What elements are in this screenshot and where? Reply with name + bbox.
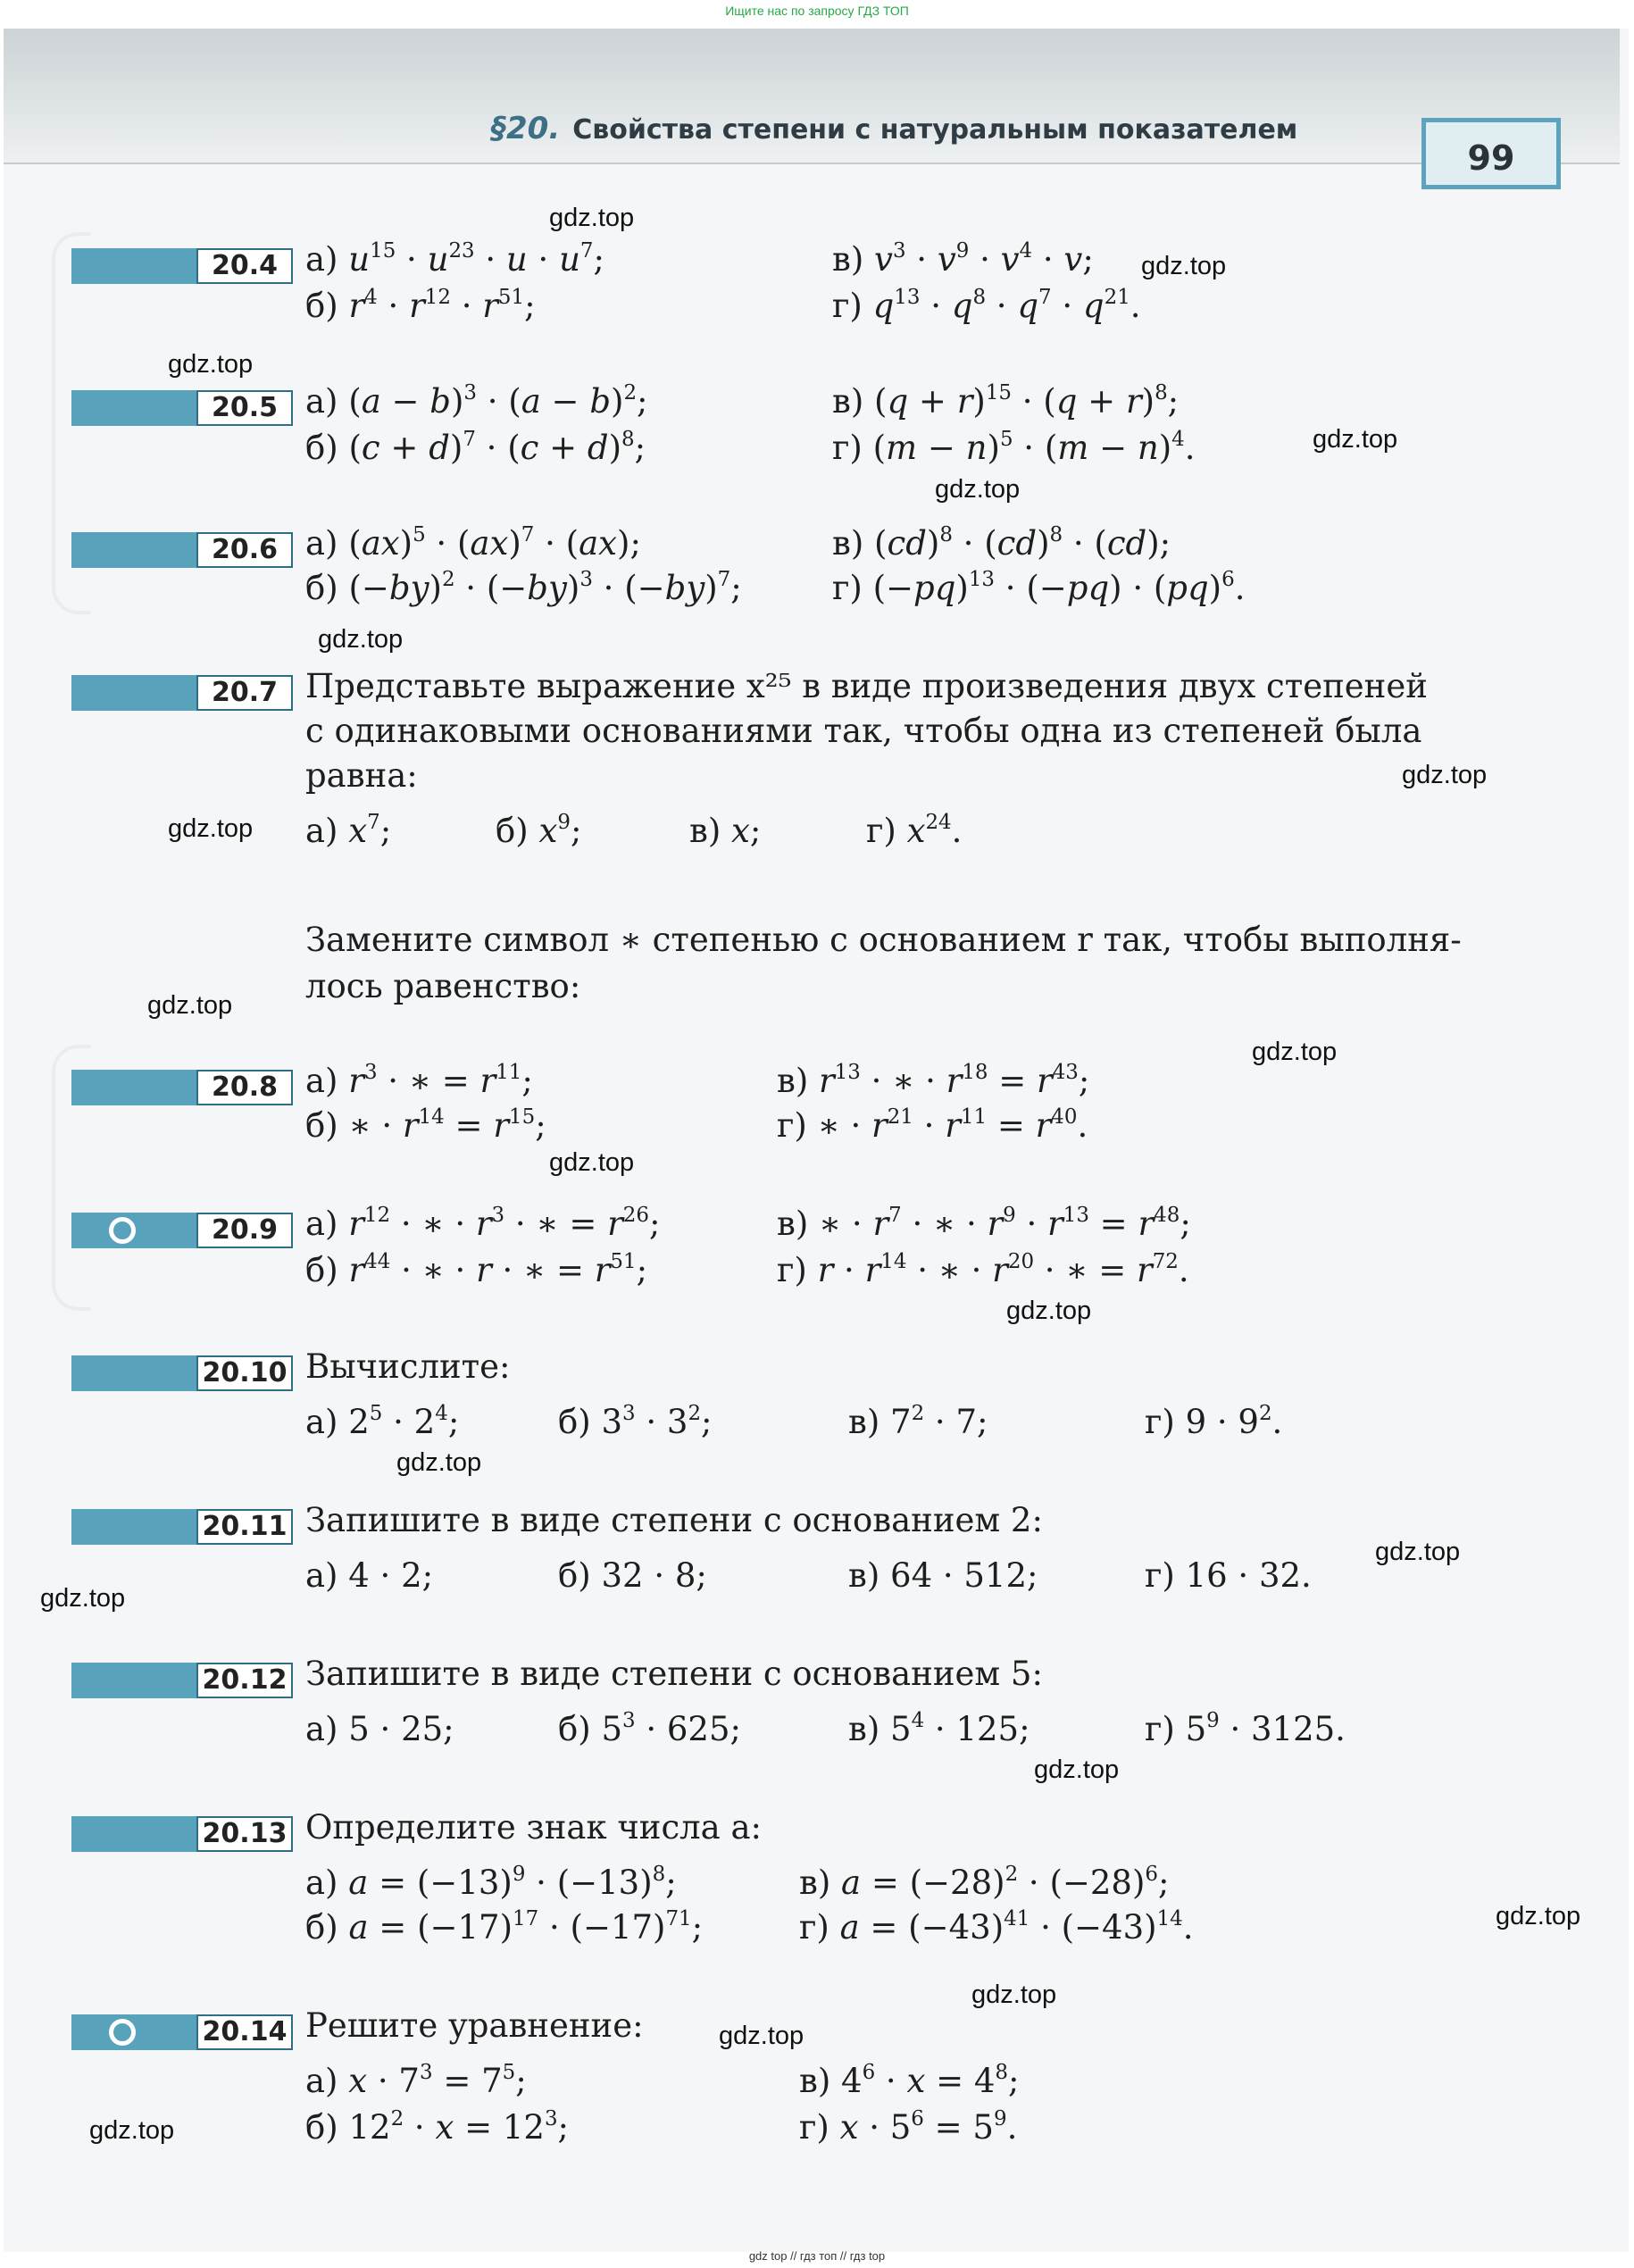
watermark: gdz.top [396,1448,482,1477]
problem-number: 20.5 [196,390,293,426]
problem-text: лось равенство: [305,967,581,1005]
problem-item: г) $a = (-43)^{41} \cdot (-43)^{14}$. [799,1907,1194,1947]
watermark: gdz.top [147,991,233,1020]
problem-item: г) 16 · 32. [1145,1556,1312,1595]
problem-item: а) $(a - b)^3 \cdot (a - b)^2$; [305,381,648,421]
problem-item: в) x; [689,812,762,850]
problem-item: б) $x^9$; [496,811,582,850]
problem-item: г) ∗ · $r^{21} \cdot r^{11} = r^{40}$. [777,1105,1088,1145]
problem-item: б) ∗ · $r^{14} = r^{15}$; [305,1105,546,1145]
section-title-text: Свойства степени с натуральным показателем [572,114,1298,146]
page-number: 99 [1421,118,1561,189]
section-title [491,111,1297,146]
problem-item: г) $x^{24}$. [866,811,963,850]
problem-number: 20.10 [196,1355,293,1391]
watermark: gdz.top [935,475,1021,504]
problem-item: а) $x^7$; [305,811,392,850]
problem-number: 20.12 [196,1663,293,1698]
problem-item: в) $a = (-28)^2 \cdot (-28)^6$; [799,1863,1170,1902]
watermark: gdz.top [1313,425,1398,454]
problem-item: г) $9 \cdot 9^2$. [1145,1402,1283,1441]
problem-item: а) $a = (-13)^9 \cdot (-13)^8$; [305,1863,677,1902]
problem-item: г) $(m - n)^5 \cdot (m - n)^4$. [832,428,1196,467]
watermark: gdz.top [89,2116,175,2145]
problem-item: а) (ax)$^5$ · (ax)$^7$ · (ax); [305,523,641,563]
problem-item: в) $v^3 \cdot v^9 \cdot v^4 \cdot v$; [832,239,1094,279]
problem-number-band [71,1070,293,1105]
problem-text: Представьте выражение x²⁵ в виде произведения двух степеней [305,667,1428,705]
problem-number: 20.13 [196,1816,293,1852]
problem-text: Замените символ ∗ степенью с основанием r так, чтобы выполня- [305,921,1462,959]
problem-item: б) 32 · 8; [558,1556,707,1595]
watermark: gdz.top [549,204,635,232]
watermark: gdz.top [1141,252,1227,280]
problem-number-band [71,390,293,426]
problem-item: а) $r^{12}$ · ∗ · $r^3$ · ∗ = $r^{26}$; [305,1204,661,1243]
problem-text: Вычислите: [305,1347,511,1386]
watermark: gdz.top [40,1584,126,1613]
problem-text: с одинаковыми основаниями так, чтобы одна из степеней была [305,712,1422,750]
problem-text: Запишите в виде степени с основанием 2: [305,1501,1043,1539]
problem-item: а) $2^5 \cdot 2^4$; [305,1402,460,1441]
watermark: gdz.top [318,625,404,654]
problem-item: а) $x \cdot 7^3 = 7^5$; [305,2061,527,2100]
problem-text: Определите знак числа a: [305,1808,763,1847]
problem-number: 20.9 [196,1213,293,1248]
problem-item: б) $12^2 \cdot x = 12^3$; [305,2107,569,2147]
watermark: gdz.top [1375,1538,1461,1566]
problem-number: 20.6 [196,532,293,568]
problem-item: а) 5 · 25; [305,1710,454,1748]
watermark: gdz.top [971,1980,1057,2009]
watermark: gdz.top [1496,1902,1581,1930]
watermark: gdz.top [549,1148,635,1177]
advanced-marker-icon [109,2019,136,2046]
watermark: gdz.top [1252,1038,1338,1066]
problem-item: г) $q^{13} \cdot q^8 \cdot q^7 \cdot q^{21}$. [832,286,1141,325]
problem-number: 20.4 [196,248,293,284]
problem-item: г) $x \cdot 5^6 = 5^9$. [799,2107,1018,2147]
top-note: Ищите нас по запросу ГДЗ ТОП [725,4,909,18]
problem-item: в) $4^6 \cdot x = 4^8$; [799,2061,1020,2100]
problem-item: г) $5^9 \cdot 3125$. [1145,1709,1346,1748]
watermark: gdz.top [719,2022,804,2050]
problem-number: 20.14 [196,2014,293,2050]
watermark: gdz.top [1402,761,1488,789]
problem-item: г) $r \cdot r^{14}$ · ∗ · $r^{20}$ · ∗ = $r^{72}$. [777,1250,1189,1289]
problem-number-band [71,1663,293,1698]
problem-item: в) (cd)$^8$ · (cd)$^8$ · (cd); [832,523,1171,563]
watermark: gdz.top [1006,1297,1092,1325]
problem-item: в) $r^{13}$ · ∗ · $r^{18} = r^{43}$; [777,1061,1090,1100]
watermark: gdz.top [1034,1755,1120,1784]
problem-text: равна: [305,756,418,795]
problem-item: б) $3^3 \cdot 3^2$; [558,1402,713,1441]
problem-number-band [71,1816,293,1852]
problem-item: б) $r^{44}$ · ∗ · r · ∗ = $r^{51}$; [305,1250,648,1289]
problem-number: 20.8 [196,1070,293,1105]
watermark: gdz.top [168,350,254,379]
problem-item: в) $(q + r)^{15} \cdot (q + r)^8$; [832,381,1180,421]
problem-text: Запишите в виде степени с основанием 5: [305,1655,1043,1693]
section-number: §20. [491,111,561,146]
problem-item: б) $5^3 \cdot 625$; [558,1709,741,1748]
problem-item: в) ∗ · $r^7$ · ∗ · $r^9 \cdot r^{13} = r^{48}$; [777,1204,1191,1243]
problem-item: а) $u^{15} \cdot u^{23} \cdot u \cdot u^7$; [305,239,604,279]
problem-number: 20.11 [196,1509,293,1545]
problem-text: Решите уравнение: [305,2006,644,2045]
advanced-marker-icon [109,1217,136,1244]
problem-item: б) $a = (-17)^{17} \cdot (-17)^{71}$; [305,1907,704,1947]
problem-number-band [71,1509,293,1545]
problem-number-band [71,1355,293,1391]
problem-item: б) $(c + d)^7 \cdot (c + d)^8$; [305,428,646,467]
problem-number-band [71,1213,293,1248]
problem-number-band [71,675,293,711]
problem-item: в) $5^4 \cdot 125$; [848,1709,1030,1748]
problem-number-band [71,2014,293,2050]
problem-number: 20.7 [196,675,293,711]
bottom-note: gdz top // гдз топ // гдз top [748,2249,886,2263]
problem-item: а) 4 · 2; [305,1556,434,1595]
problem-number-band [71,532,293,568]
problem-item: в) 64 · 512; [848,1556,1038,1595]
problem-item: г) $(-pq)^{13} \cdot (-pq) \cdot (pq)^6$. [832,568,1246,607]
problem-item: а) $r^3$ · ∗ = $r^{11}$; [305,1061,533,1100]
problem-item: б) $r^4 \cdot r^{12} \cdot r^{51}$; [305,286,536,325]
problem-number-band [71,248,293,284]
watermark: gdz.top [168,814,254,843]
problem-item: в) $7^2 \cdot 7$; [848,1402,988,1441]
problem-item: б) $(-by)^2 \cdot (-by)^3 \cdot (-by)^7$; [305,568,742,607]
